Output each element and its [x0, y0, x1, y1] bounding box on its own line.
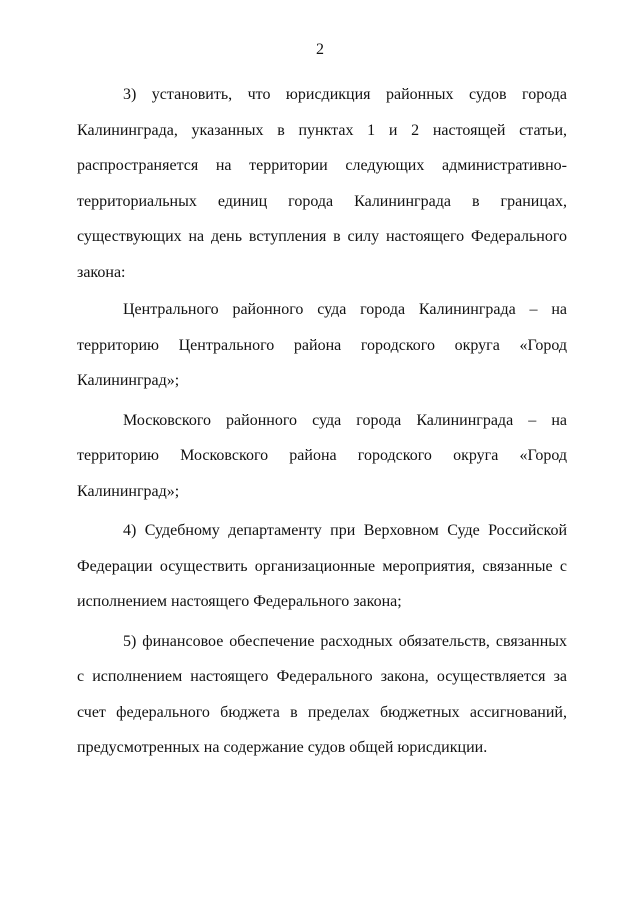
paragraph-central-court: Центрального районного суда города Калининграда – на территорию Центрального района городского округа «Город Калининград»;: [77, 301, 567, 389]
paragraph-jurisdiction: 3) установить, что юрисдикция районных судов города Калининграда, указанных в пунктах 1 и 2 настоящей статьи, распространяется на территории следующих административно-территориальных единиц города Калининграда в границах, существующих на день вступления в силу настоящего Федерального закона:: [77, 86, 567, 281]
paragraph-moscow-court: Московского районного суда города Калининграда – на территорию Московского района городского округа «Город Калининград»;: [77, 411, 567, 500]
document-body: [77, 77, 567, 770]
page-number: 2: [316, 41, 324, 58]
paragraph-judicial-department: 4) Судебному департаменту при Верховном Суде Российской Федерации осуществить организационные мероприятия, связанные с исполнением настоящего Федерального закона;: [77, 522, 567, 610]
paragraph-financing: 5) финансовое обеспечение расходных обязательств, связанных с исполнением настоящего Федерального закона, осуществляется за счет федерального бюджета в пределах бюджетных ассигнований, предусмотренных на содержание судов общей юрисдикции.: [77, 632, 567, 756]
